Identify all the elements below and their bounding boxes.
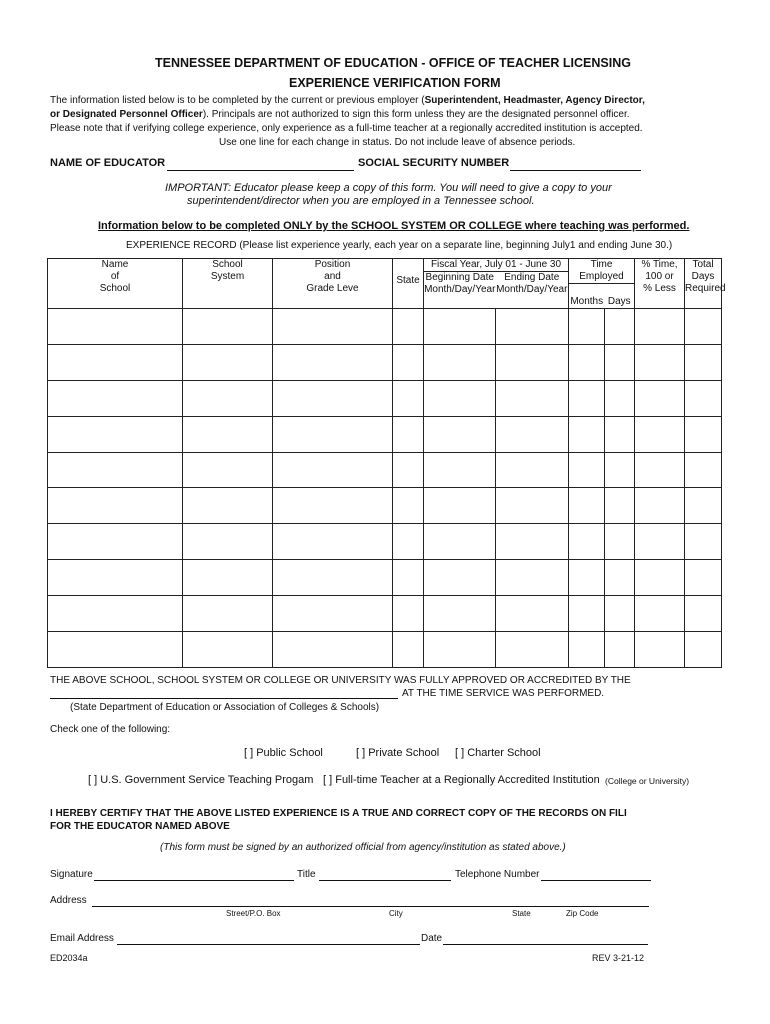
header-fiscal-year [424, 259, 569, 309]
experience-table [47, 258, 726, 668]
intro-line-1 [50, 95, 645, 106]
form-subtitle: EXPERIENCE VERIFICATION FORM [289, 76, 501, 90]
approval-line-3: (State Department of Education or Association of Colleges & Schools) [70, 702, 380, 713]
address-field[interactable] [92, 906, 649, 907]
intro-bold-text: Superintendent, Headmaster, Agency Director, [424, 95, 645, 106]
table-row[interactable] [48, 488, 722, 524]
signature-field[interactable] [94, 880, 294, 881]
check-label: Check one of the following: [50, 724, 171, 735]
table-row[interactable] [48, 416, 722, 452]
header-name-of-school: Name of School [48, 259, 183, 309]
table-row[interactable] [48, 309, 722, 345]
fiscal-label: Fiscal Year, July 01 - June 30 [424, 259, 568, 272]
table-row[interactable] [48, 380, 722, 416]
table-row[interactable] [48, 452, 722, 488]
header-total-days: Total Days Required [685, 259, 722, 309]
info-heading: Information below to be completed ONLY by the SCHOOL SYSTEM OR COLLEGE where teaching was performed. [98, 220, 690, 232]
table-row[interactable] [48, 344, 722, 380]
email-field[interactable] [117, 944, 420, 945]
accrediting-body-field[interactable] [50, 698, 398, 699]
signature-label: Signature [50, 869, 93, 880]
date-label: Date [421, 933, 443, 944]
certify-line-2: FOR THE EDUCATOR NAMED ABOVE [50, 821, 230, 832]
phone-field[interactable] [541, 880, 651, 881]
begin-date-header: Beginning Date Month/Day/Year [424, 272, 496, 295]
educator-name-field[interactable] [167, 170, 354, 171]
date-field[interactable] [443, 944, 648, 945]
ssn-label: SOCIAL SECURITY NUMBER [358, 157, 510, 169]
header-position: Position and Grade Leve [273, 259, 393, 309]
college-note: (College or University) [605, 776, 690, 786]
email-label: Email Address [50, 933, 114, 944]
months-header: Months [570, 296, 604, 307]
table-row[interactable] [48, 632, 722, 668]
revision: REV 3-21-12 [592, 953, 645, 963]
form-id: ED2034a [50, 953, 88, 963]
intro-bold-text-2: or Designated Personnel Officer [50, 109, 203, 120]
zip-caption: Zip Code [566, 909, 599, 918]
ssn-field[interactable] [510, 170, 641, 171]
important-line-2: superintendent/director when you are employed in a Tennessee school. [187, 195, 535, 207]
intro-text: The information listed below is to be completed by the current or previous employer ( [50, 95, 425, 106]
educator-name-label: NAME OF EDUCATOR [50, 157, 166, 169]
header-state: State [393, 259, 424, 309]
intro-line-4: Use one line for each change in status. Do not include leave of absence periods. [219, 137, 576, 148]
approval-line-1: THE ABOVE SCHOOL, SCHOOL SYSTEM OR COLLEGE OR UNIVERSITY WAS FULLY APPROVED OR ACCREDITED BY THE [50, 675, 631, 686]
important-line-1: IMPORTANT: Educator please keep a copy of this form. You will need to give a copy to your [165, 182, 612, 194]
title-label: Title [297, 869, 316, 880]
table-header-row [48, 259, 722, 309]
address-label: Address [50, 895, 87, 906]
time-employed-label: Time Employed [569, 259, 634, 284]
form-title: TENNESSEE DEPARTMENT OF EDUCATION - OFFICE OF TEACHER LICENSING [155, 56, 631, 70]
table-row[interactable] [48, 596, 722, 632]
certify-line-1: I HEREBY CERTIFY THAT THE ABOVE LISTED EXPERIENCE IS A TRUE AND CORRECT COPY OF THE RECORDS ON FILI [50, 808, 627, 819]
header-percent-time: % Time, 100 or % Less [635, 259, 685, 309]
record-heading: EXPERIENCE RECORD (Please list experience yearly, each year on a separate line, beginning July1 and ending June 30.) [126, 240, 673, 251]
end-date-header: Ending Date Month/Day/Year [496, 272, 568, 295]
state-caption: State [512, 909, 531, 918]
table-row[interactable] [48, 524, 722, 560]
table-row[interactable] [48, 560, 722, 596]
intro-line-3: Please note that if verifying college experience, only experience as a full-time teacher at a regionally accredited institution is accepted. [50, 123, 643, 134]
charter-school-checkbox[interactable]: [ ] Charter School [455, 747, 541, 759]
gov-service-checkbox[interactable]: [ ] U.S. Government Service Teaching Progam [88, 774, 314, 786]
street-caption: Street/P.O. Box [226, 909, 281, 918]
city-caption: City [389, 909, 403, 918]
days-header: Days [607, 296, 631, 307]
intro-text-2: ). Principals are not authorized to sign this form unless they are the designated personnel officer. [202, 109, 630, 120]
public-school-checkbox[interactable]: [ ] Public School [244, 747, 323, 759]
certify-note: (This form must be signed by an authorized official from agency/institution as stated above.) [160, 842, 566, 853]
intro-line-2 [50, 109, 630, 120]
title-field[interactable] [319, 880, 451, 881]
header-school-system: School System [183, 259, 273, 309]
fulltime-college-checkbox[interactable]: [ ] Full-time Teacher at a Regionally Accredited Institution [323, 774, 600, 786]
private-school-checkbox[interactable]: [ ] Private School [356, 747, 440, 759]
approval-line-2: AT THE TIME SERVICE WAS PERFORMED. [402, 688, 605, 699]
phone-label: Telephone Number [455, 869, 540, 880]
header-time-employed [569, 259, 635, 309]
